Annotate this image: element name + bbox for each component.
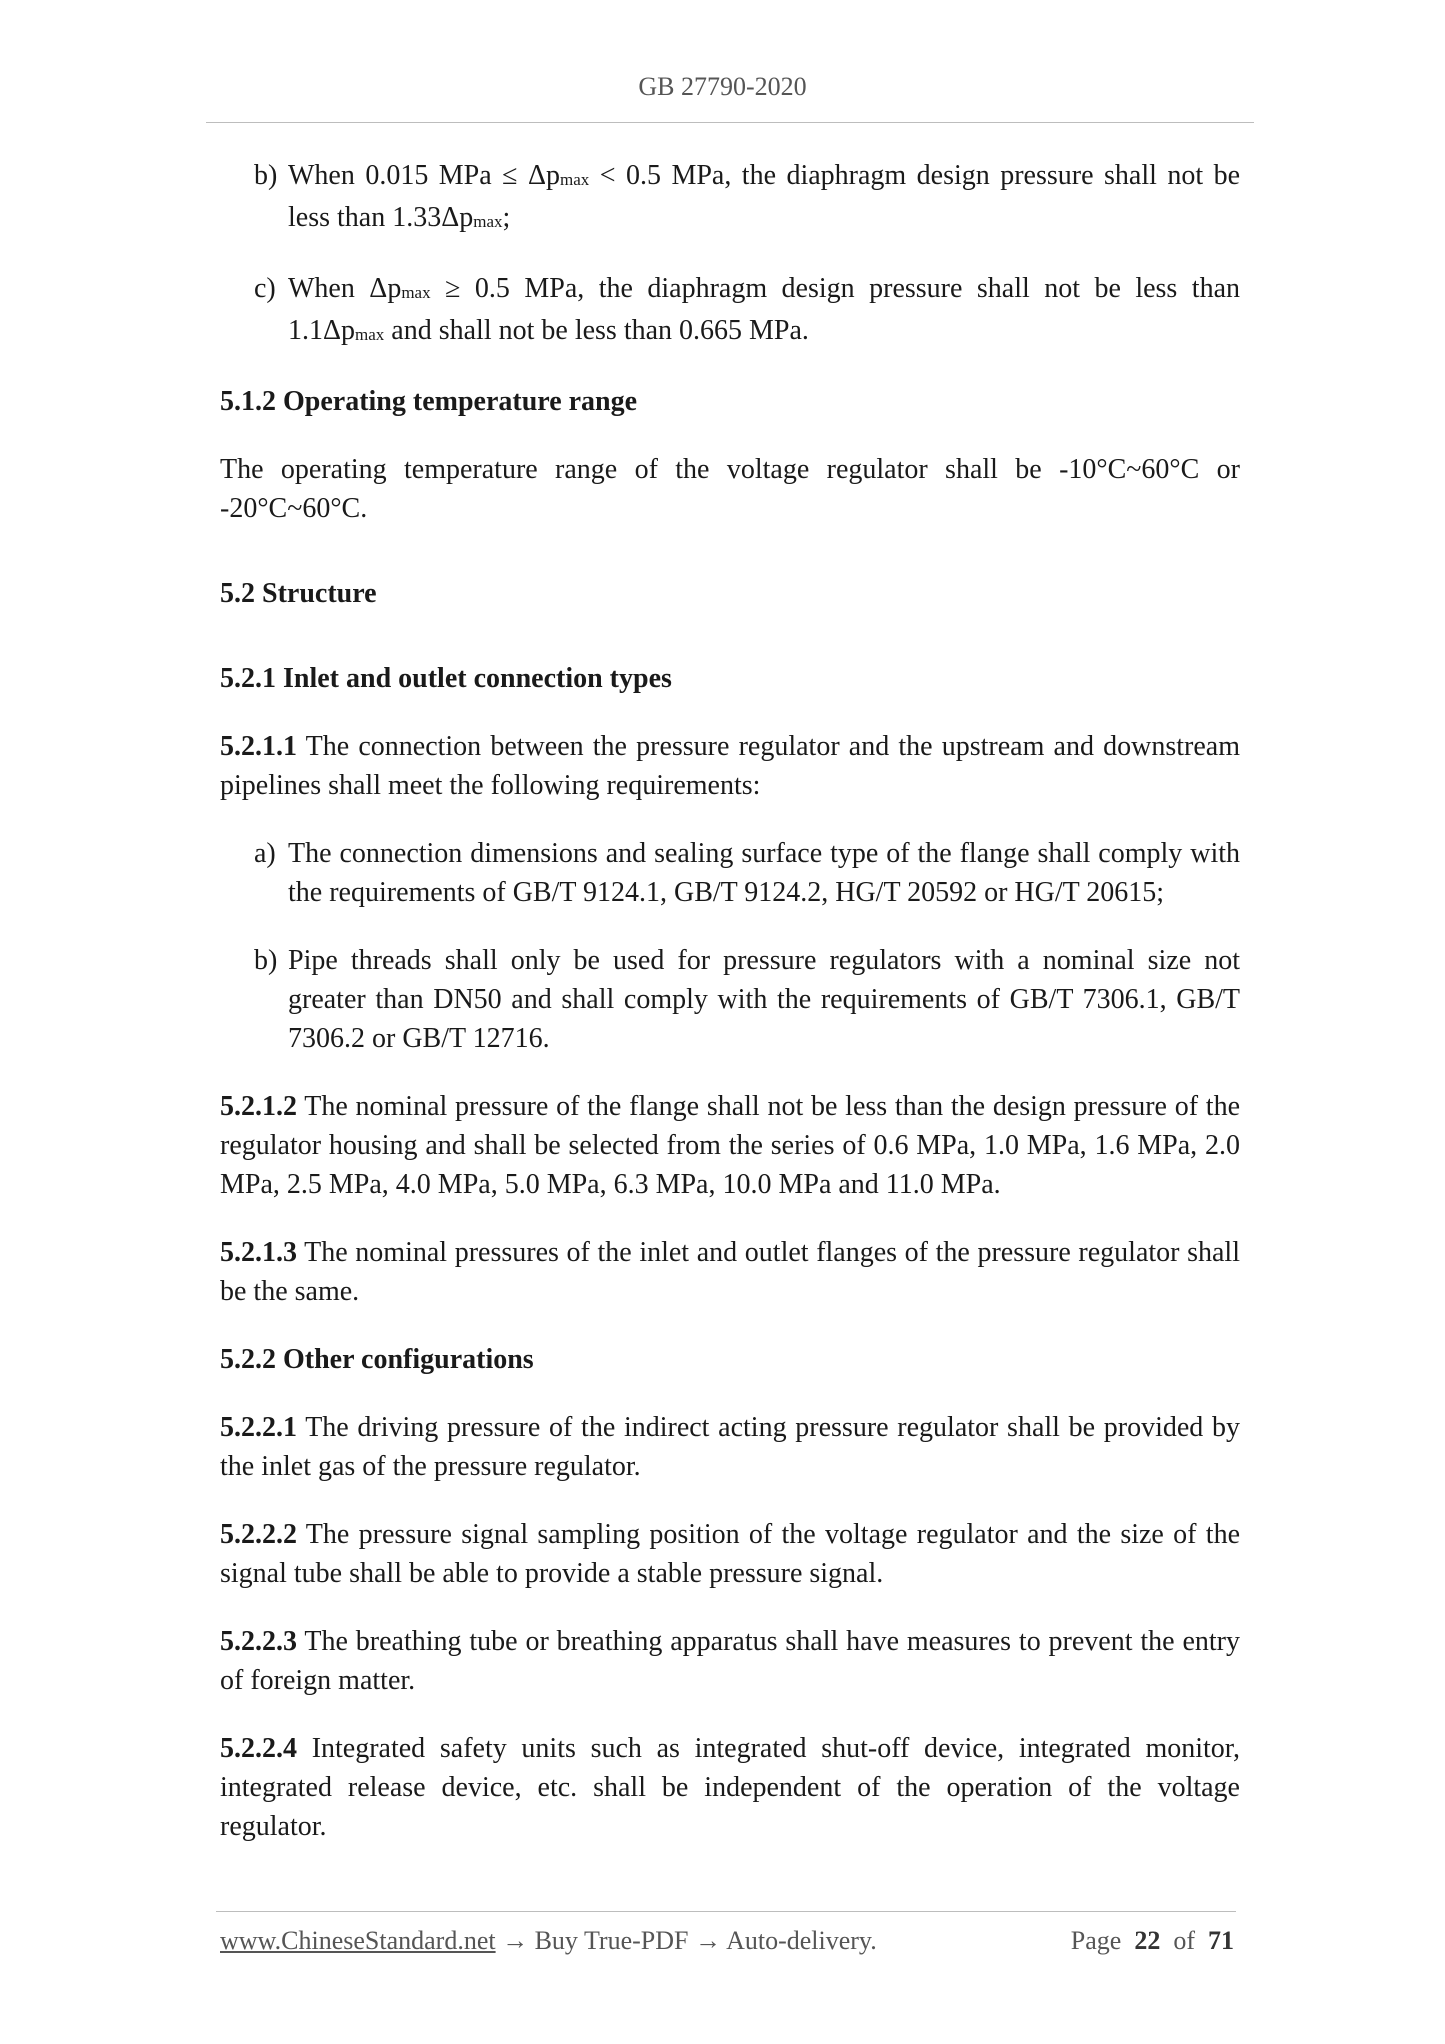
list-marker: c) [254,273,276,304]
subscript: max [559,170,590,189]
page-header-title: GB 27790-2020 [638,72,807,101]
clause-number: 5.2.2.4 [220,1733,297,1764]
section-heading-5-1-2: 5.1.2 Operating temperature range [220,386,638,417]
list-item-b-diaphragm [220,156,1240,240]
header-divider [206,122,1254,123]
paragraph-5-2-1-3 [220,1233,1240,1311]
footer-links [220,1926,877,1956]
list-marker: b) [254,160,278,191]
list-text: The connection dimensions and sealing surface type of the flange shall comply with the requirements of GB/T 9124.1, GB/T 9124.2, HG/T 20592 or HG/T 20615; [288,838,1240,908]
list-item-a-flange [220,834,1240,912]
clause-text: The driving pressure of the indirect acting pressure regulator shall be provided by the inlet gas of the pressure regulator. [220,1412,1240,1482]
list-text: Pipe threads shall only be used for pressure regulators with a nominal size not greater than DN50 and shall comply with the requirements of GB/T 7306.1, GB/T 7306.2 or GB/T 12716. [288,945,1240,1054]
buy-pdf-text: Buy True-PDF [534,1926,689,1955]
page-number-indicator [1071,1926,1234,1956]
list-marker: b) [254,945,278,976]
list-item-b-threads [220,941,1240,1058]
clause-text: The nominal pressures of the inlet and outlet flanges of the pressure regulator shall be the same. [220,1237,1240,1307]
footer-divider [216,1911,1236,1912]
clause-text: The connection between the pressure regulator and the upstream and downstream pipelines shall meet the following requirements: [220,731,1240,801]
clause-number: 5.2.2.2 [220,1519,297,1550]
clause-text: The pressure signal sampling position of the voltage regulator and the size of the signal tube shall be able to provide a stable pressure signal. [220,1519,1240,1589]
auto-delivery-text: Auto-delivery. [726,1926,877,1955]
page-label: Page [1070,1926,1122,1955]
paragraph-5-2-1-2 [220,1087,1240,1204]
subscript: max [473,212,503,231]
document-body [220,156,1240,1875]
paragraph-5-2-2-2 [220,1515,1240,1593]
clause-text: The nominal pressure of the flange shall not be less than the design pressure of the regulator housing and shall be selected from the series of 0.6 MPa, 1.0 MPa, 1.6 MPa, 2.0 MPa, 2.5 MPa, 4.0 MPa, 5.0 MPa, 6.3 MPa, 10.0 MPa and 11.0 MPa. [220,1091,1240,1200]
paragraph-operating-temperature: The operating temperature range of the voltage regulator shall be -10°C~60°C or -20°C~60°C. [220,454,1240,524]
paragraph-5-2-2-3 [220,1622,1240,1700]
section-heading-5-2: 5.2 Structure [220,578,377,609]
arrow-icon: → [688,1926,727,1955]
paragraph-5-2-1-1 [220,727,1240,805]
arrow-icon: → [495,1926,535,1955]
list-text: and shall not be less than 0.665 MPa. [384,315,809,346]
list-marker: a) [254,838,276,869]
clause-number: 5.2.2.1 [220,1412,297,1443]
paragraph-5-2-2-1 [220,1408,1240,1486]
clause-number: 5.2.2.3 [220,1626,297,1657]
website-link[interactable]: www.ChineseStandard.net [220,1926,496,1955]
clause-number: 5.2.1.3 [220,1237,297,1268]
list-text: < 0.5 MPa, the diaphragm design pressure shall not be less than 1.33Δp [288,160,1241,233]
subscript: max [401,283,431,302]
of-label: of [1173,1926,1195,1955]
clause-text: The breathing tube or breathing apparatus shall have measures to prevent the entry of foreign matter. [220,1626,1240,1696]
clause-text: Integrated safety units such as integrated shut-off device, integrated monitor, integrated release device, etc. shall be independent of the operation of the voltage regulator. [220,1733,1240,1842]
subscript: max [355,325,385,344]
total-page-count: 71 [1208,1926,1234,1955]
section-heading-5-2-2: 5.2.2 Other configurations [220,1344,534,1375]
clause-number: 5.2.1.1 [220,731,297,762]
section-heading-5-2-1: 5.2.1 Inlet and outlet connection types [220,663,672,694]
list-text: ≥ 0.5 MPa, the diaphragm design pressure shall not be less than 1.1Δp [288,273,1240,346]
list-text: When 0.015 MPa ≤ Δp [288,160,560,191]
list-text: ; [502,202,511,233]
clause-number: 5.2.1.2 [220,1091,297,1122]
list-item-c-diaphragm [220,269,1240,353]
list-text: When Δp [288,273,402,304]
paragraph-5-2-2-4 [220,1729,1240,1846]
current-page-number: 22 [1134,1926,1161,1955]
